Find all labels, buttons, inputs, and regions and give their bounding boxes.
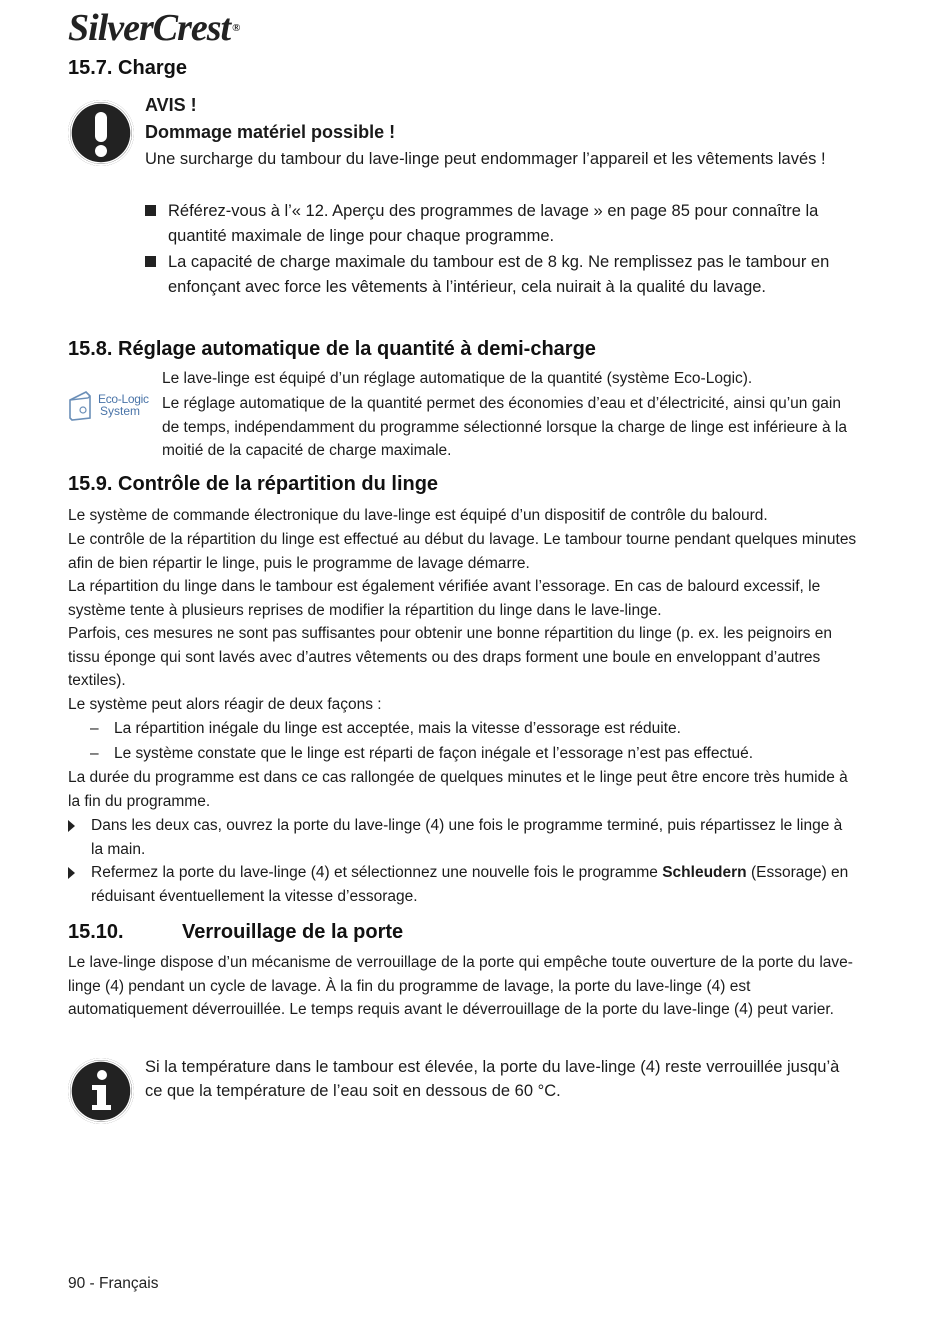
eco-logic-label: Eco-Logic (98, 392, 149, 406)
section-heading-15-10 (68, 919, 404, 945)
notice-subtitle: Dommage matériel possible ! (145, 122, 396, 142)
dash-marker: – (90, 720, 99, 737)
paragraph: Le système de commande électronique du lave-linge est équipé d’un dispositif de contrôle du balourd. (68, 507, 768, 524)
warning-text: Une surcharge du tambour du lave-linge peut endommager l’appareil et les vêtements lavés ! (145, 150, 826, 168)
eco-logic-icon (68, 388, 154, 424)
step-text-before: Refermez la porte du lave-linge (4) et sélectionnez une nouvelle fois le programme (91, 864, 663, 881)
bullet-item (145, 250, 857, 300)
dash-text: Le système constate que le linge est réparti de façon inégale et l’essorage n’est pas effectué. (114, 745, 754, 762)
dash-text: La répartition inégale du linge est acceptée, mais la vitesse d’essorage est réduite. (114, 720, 681, 737)
warning-exclamation-icon (68, 100, 134, 166)
bullet-text: La capacité de charge maximale du tambour est de 8 kg. Ne remplissez pas le tambour en enfonçant avec force les vêtements à l’intérieur, cela nuirait à la qualité du lavage. (168, 253, 830, 296)
section-heading-15-9: 15.9. Contrôle de la répartition du linge (68, 473, 439, 495)
info-note-text: Si la température dans le tambour est élevée, la porte du lave-linge (4) reste verrouillée jusqu’à ce que la température de l’eau soit en dessous de 60 °C. (145, 1058, 840, 1100)
eco-system-label: System (100, 404, 141, 418)
notice-title: AVIS ! (145, 95, 197, 115)
section-number: 15.10. (68, 921, 124, 943)
paragraph: Parfois, ces mesures ne sont pas suffisantes pour obtenir une bonne répartition du linge (p. ex. les peignoirs en tissu éponge qui sont lavés avec d’autres vêtements ou des draps forment une boule en enveloppant d’autres textiles). (68, 625, 832, 689)
registered-mark: ® (232, 22, 240, 34)
arrow-bullet-icon (68, 820, 75, 832)
dash-item (90, 717, 860, 741)
section-title: Verrouillage de la porte (182, 921, 404, 943)
bullet-text: Référez-vous à l’« 12. Aperçu des programmes de lavage » en page 85 pour connaître la quantité maximale de linge pour chaque programme. (168, 202, 819, 245)
instruction-step (68, 861, 858, 908)
brand-logo-text: SilverCrest (68, 7, 231, 49)
step-text: Dans les deux cas, ouvrez la porte du lave-linge (4) une fois le programme terminé, puis répartissez le linge à la main. (91, 817, 843, 858)
square-bullet-icon (145, 256, 156, 267)
bullet-item (145, 199, 857, 249)
paragraph: Le contrôle de la répartition du linge est effectué au début du lavage. Le tambour tourne pendant quelques minutes afin de bien répartir le linge, puis le programme de lavage démarre. (68, 531, 857, 572)
paragraph: La durée du programme est dans ce cas rallongée de quelques minutes et le linge peut être encore très humide à la fin du programme. (68, 769, 848, 810)
arrow-bullet-icon (68, 867, 75, 879)
info-icon (68, 1058, 134, 1124)
dash-item (90, 742, 860, 766)
section-heading-15-7: 15.7. Charge (68, 57, 187, 79)
program-name: Schleudern (662, 864, 747, 881)
square-bullet-icon (145, 205, 156, 216)
paragraph: Le système peut alors réagir de deux façons : (68, 696, 382, 713)
paragraph: Le lave-linge est équipé d’un réglage automatique de la quantité (système Eco-Logic). (162, 370, 753, 387)
step-text-after: (Essorage) en réduisant éventuellement la vitesse d’essorage. (91, 864, 849, 905)
section-heading-15-8: 15.8. Réglage automatique de la quantité à demi-charge (68, 338, 596, 360)
brand-logo (68, 6, 239, 50)
instruction-step (68, 814, 858, 861)
paragraph: La répartition du linge dans le tambour est également vérifiée avant l’essorage. En cas de balourd excessif, le système tente à plusieurs reprises de modifier la répartition du linge dans le lave-linge. (68, 578, 821, 619)
dash-marker: – (90, 745, 99, 762)
page-footer: 90 - Français (68, 1275, 159, 1292)
paragraph: Le lave-linge dispose d’un mécanisme de verrouillage de la porte qui empêche toute ouverture de la porte du lave-linge (4) pendant un cycle de lavage. À la fin du programme de lavage, la porte du lave-linge (4) est automatiquement déverrouillée. Le temps requis avant le déverrouillage de la porte du lave-linge (4) peut varier. (68, 954, 853, 1018)
paragraph: Le réglage automatique de la quantité permet des économies d’eau et d’électricité, ainsi qu’un gain de temps, indépendamment du programme sélectionné lorsque la charge de linge est inférieure à la moitié de la capacité de charge maximale. (162, 395, 847, 459)
step-text (91, 861, 858, 908)
